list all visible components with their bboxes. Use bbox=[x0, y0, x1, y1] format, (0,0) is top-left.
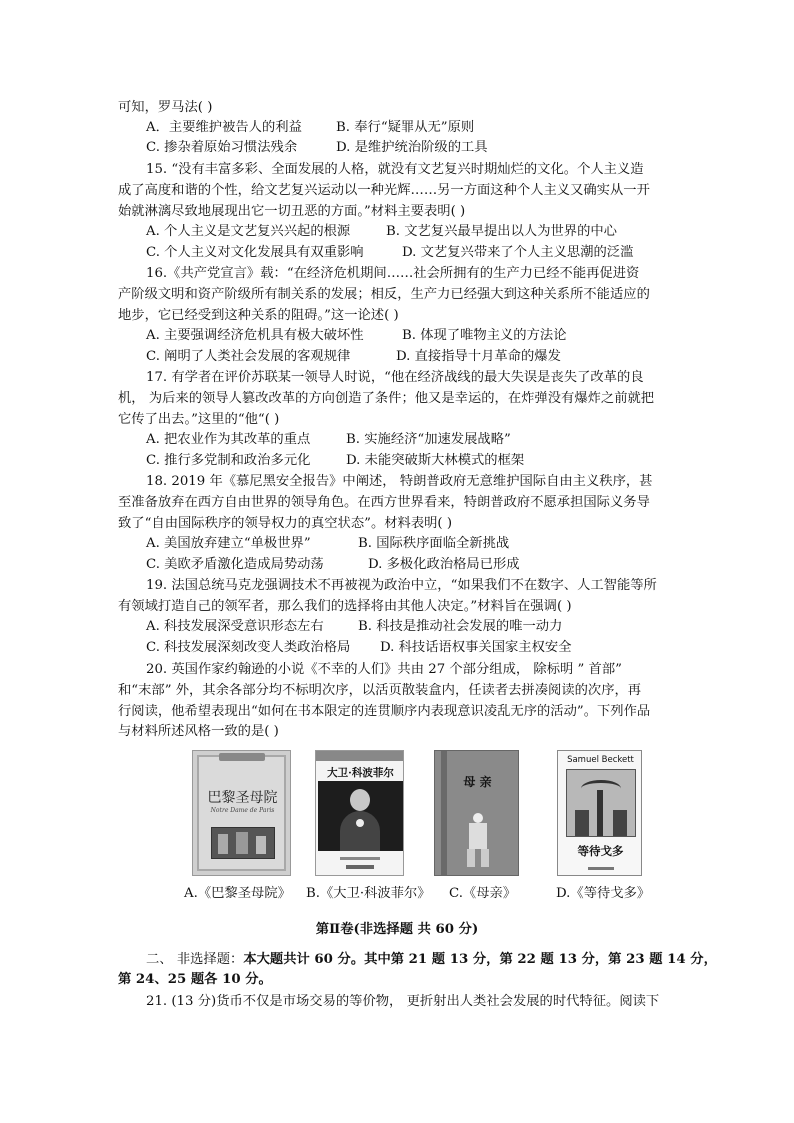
q15-stem-line3: 始就淋漓尽致地展现出它一切丑恶的方面。”材料主要表明( ) bbox=[118, 204, 466, 219]
q17-stem-line3: 它传了出去。”这里的“他“( ) bbox=[118, 412, 280, 427]
q16-stem-line1: 16.《共产党宣言》载：“在经济危机期间……社会所拥有的生产力已经不能再促进资 bbox=[146, 266, 640, 281]
q15-stem-line2: 成了高度和谐的个性，给文艺复兴运动以一种光辉……另一方面这种个人主义又确实从一开 bbox=[118, 183, 650, 198]
q15-stem-line1: 15. “没有丰富多彩、全面发展的人格，就没有文艺复兴时期灿烂的文化。个人主义造 bbox=[146, 162, 644, 177]
q17-stem-line1: 17. 有学者在评价苏联某一领导人时说，“他在经济战线的最大失误是丧失了改革的良 bbox=[146, 370, 644, 385]
q19-option-b: B. 科技是推动社会发展的唯一动力 bbox=[358, 619, 563, 634]
q15-option-d: D. 文艺复兴带来了个人主义思潮的泛滥 bbox=[402, 245, 634, 260]
q19-stem-line1: 19. 法国总统马克龙强调技术不再被视为政治中立，“如果我们不在数字、人工智能等所 bbox=[146, 578, 657, 593]
cover-tree-illustration bbox=[566, 769, 636, 837]
book-d-title: 等待戈多 bbox=[577, 844, 624, 858]
q14-option-b: B. 奉行“疑罪从无”原则 bbox=[336, 120, 475, 135]
part2-rule: 本大题共计 60 分。其中第 21 题 13 分，第 22 题 13 分，第 23 题 14 分， bbox=[243, 952, 717, 967]
q15-option-c: C. 个人主义对文化发展具有双重影响 bbox=[146, 245, 364, 260]
cover-figure bbox=[461, 813, 495, 867]
cover-top-band bbox=[316, 751, 404, 761]
q14-option-c: C. 掺杂着原始习惯法残余 bbox=[146, 140, 298, 155]
q14-option-a: A．主要维护被告人的利益 bbox=[146, 120, 302, 135]
q18-stem-line3: 致了“自由国际秩序的领导权力的真空状态”。材料表明( ) bbox=[118, 516, 453, 531]
q20-stem-line4: 与材料所述风格一致的是( ) bbox=[118, 724, 279, 739]
book-d-caption: D.《等待戈多》 bbox=[556, 886, 651, 901]
q18-stem-line2: 至准备放弃在西方自由世界的领导角色。在西方世界看来，特朗普政府不愿承担国际义务导 bbox=[118, 495, 650, 510]
q16-option-c: C. 阐明了人类社会发展的客观规律 bbox=[146, 349, 351, 364]
part2-lead: 二、 非选择题： bbox=[146, 952, 244, 967]
q17-option-b: B. 实施经济“加速发展战略” bbox=[346, 432, 511, 447]
q20-stem-line3: 行阅读，他希望表现出“如何在书本限定的连贯顺序内表现意识凌乱无序的活动”。下列作品 bbox=[118, 704, 651, 719]
book-cover-d bbox=[557, 750, 642, 876]
q14-option-d: D. 是维护统治阶级的工具 bbox=[336, 140, 488, 155]
q21-stem-line1: 21. (13 分)货币不仅是市场交易的等价物， 更折射出人类社会发展的时代特征。阅读下 bbox=[146, 994, 660, 1009]
q17-option-d: D. 未能突破斯大林模式的框架 bbox=[346, 453, 525, 468]
cover-footer-text bbox=[340, 857, 380, 860]
book-a-subtitle: Notre Dame de Paris bbox=[210, 807, 275, 814]
part2-instructions-line2: 第 24、25 题各 10 分。 bbox=[118, 972, 272, 987]
book-a-title: 巴黎圣母院 bbox=[207, 790, 278, 806]
q18-stem-line1: 18. 2019 年《慕尼黑安全报告》中阐述， 特朗普政府无意维护国际自由主义秩序，甚 bbox=[146, 474, 653, 489]
book-a-caption: A.《巴黎圣母院》 bbox=[184, 886, 291, 901]
q19-option-a: A. 科技发展深受意识形态左右 bbox=[146, 619, 324, 634]
q15-option-b: B. 文艺复兴最早提出以人为世界的中心 bbox=[386, 224, 617, 239]
q16-option-b: B. 体现了唯物主义的方法论 bbox=[402, 328, 567, 343]
book-cover-c bbox=[434, 750, 519, 876]
q16-option-d: D. 直接指导十月革命的爆发 bbox=[396, 349, 561, 364]
q20-stem-line2: 和“末部” 外，其余各部分均不标明次序，以活页散装盒内，任读者去拼凑阅读的次序，再 bbox=[118, 683, 642, 698]
q14-stem-tail: 可知，罗马法( ) bbox=[118, 100, 213, 115]
cover-publisher-mark bbox=[346, 865, 374, 869]
book-c-caption: C.《母亲》 bbox=[449, 886, 517, 901]
cover-portrait bbox=[318, 781, 403, 851]
q19-option-c: C. 科技发展深刻改变人类政治格局 bbox=[146, 640, 351, 655]
book-b-caption: B.《大卫·科波菲尔》 bbox=[306, 886, 431, 901]
book-b-title: 大卫·科波菲尔 bbox=[327, 767, 394, 779]
part2-instructions-line1 bbox=[146, 950, 717, 970]
section-title: 第Ⅱ卷(非选择题 共 60 分) bbox=[315, 922, 479, 937]
q20-stem-line1: 20. 英国作家约翰逊的小说《不幸的人们》共由 27 个部分组成， 除标明 ” 首部” bbox=[146, 662, 622, 677]
q19-stem-line2: 有领域打造自己的领军者，那么我们的选择将由其他人决定。”材料旨在强调( ) bbox=[118, 599, 572, 614]
cover-top-badge bbox=[219, 753, 265, 761]
q15-option-a: A. 个人主义是文艺复兴兴起的根源 bbox=[146, 224, 351, 239]
book-c-title: 母 亲 bbox=[463, 775, 492, 789]
q16-stem-line3: 地步，它已经受到这种关系的阻碍。”这一论述( ) bbox=[118, 308, 399, 323]
q17-option-a: A. 把农业作为其改革的重点 bbox=[146, 432, 311, 447]
q19-option-d: D. 科技话语权事关国家主权安全 bbox=[380, 640, 572, 655]
book-cover-a bbox=[192, 750, 291, 876]
q16-stem-line2: 产阶级文明和资产阶级所有制关系的发展；相反，生产力已经强大到这种关系所不能适应的 bbox=[118, 287, 650, 302]
q16-option-a: A. 主要强调经济危机具有极大破坏性 bbox=[146, 328, 364, 343]
cover-spine-strip bbox=[441, 751, 447, 876]
book-cover-b bbox=[315, 750, 404, 876]
q18-option-c: C. 美欧矛盾激化造成局势动荡 bbox=[146, 557, 324, 572]
book-options bbox=[0, 750, 794, 910]
q18-option-a: A. 美国放弃建立“单极世界” bbox=[146, 536, 311, 551]
book-d-author: Samuel Beckett bbox=[567, 755, 634, 765]
cover-publisher-mark bbox=[588, 867, 614, 870]
q17-option-c: C. 推行多党制和政治多元化 bbox=[146, 453, 311, 468]
q18-option-d: D. 多极化政治格局已形成 bbox=[368, 557, 520, 572]
q17-stem-line2: 机， 为后来的领导人篡改改革的方向创造了条件；他又是幸运的，在炸弹没有爆炸之前就把 bbox=[118, 391, 655, 406]
q18-option-b: B. 国际秩序面临全新挑战 bbox=[358, 536, 510, 551]
cover-illustration bbox=[211, 827, 275, 859]
